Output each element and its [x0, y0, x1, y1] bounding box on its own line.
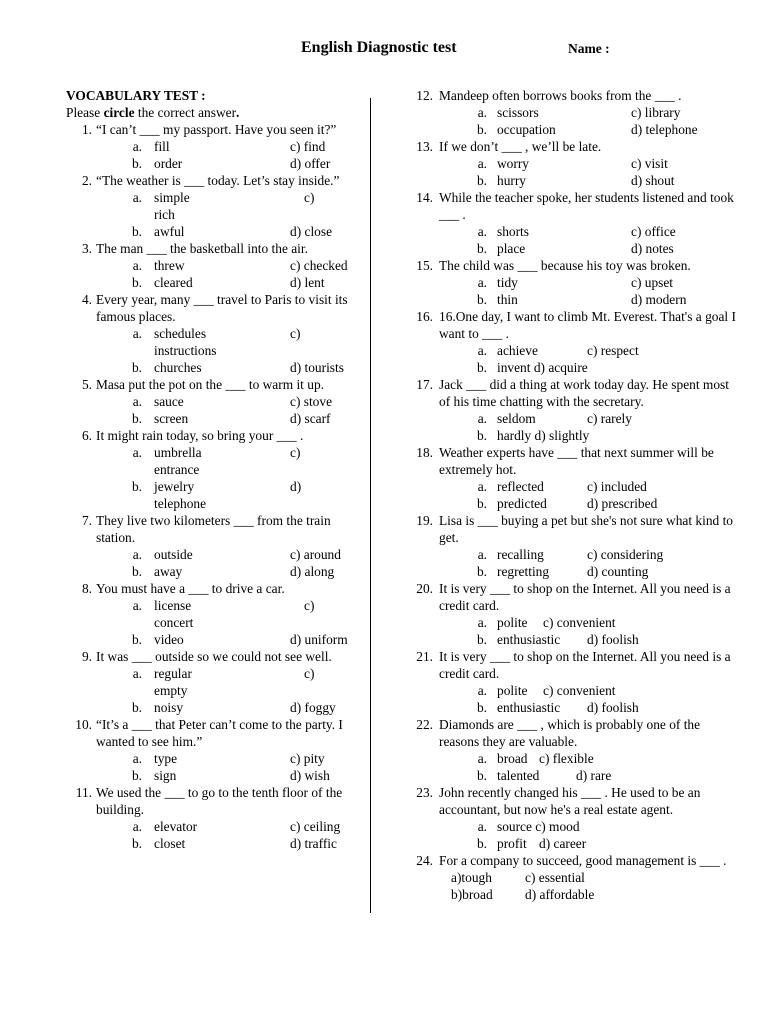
option-b[interactable]: order [154, 156, 183, 171]
question-text: Masa put the pot on the ___ to warm it up. [96, 377, 324, 392]
instruction-dot: . [236, 105, 240, 120]
option-d[interactable]: d) uniform [290, 632, 348, 647]
option-b[interactable]: b)broad [451, 887, 493, 902]
question-text: The child was ___ because his toy was broken. [439, 258, 691, 273]
option-row: a. license c) [132, 598, 315, 613]
option-c-text[interactable]: entrance [154, 462, 200, 477]
option-row: b. enthusiastic d) foolish [476, 700, 639, 715]
option-c[interactable]: c) [290, 445, 301, 460]
option-b-d[interactable]: hardly d) slightly [497, 428, 590, 443]
option-c[interactable]: c) [304, 666, 315, 681]
question-text: We used the ___ to go to the tenth floor of the building. [96, 785, 343, 817]
option-row: a. source c) mood [413, 818, 743, 835]
question-number: 7. [81, 513, 92, 528]
option-row: b. screen d) scarf [131, 411, 331, 426]
option-a[interactable]: outside [154, 547, 193, 562]
question-number: 5. [81, 377, 92, 392]
option-c[interactable]: c) ceiling [290, 819, 341, 834]
option-d[interactable]: d) prescribed [587, 496, 658, 511]
option-row [66, 495, 364, 512]
option-row: b. predicted d) prescribed [476, 496, 658, 511]
option-b[interactable]: enthusiastic [497, 700, 561, 715]
question-number: 3. [81, 241, 92, 256]
option-row: a. achieve c) respect [477, 343, 639, 358]
option-d[interactable]: d) wish [290, 768, 330, 783]
option-a[interactable]: elevator [154, 819, 198, 834]
option-b[interactable]: jewelry [154, 479, 195, 494]
left-column [66, 87, 364, 852]
option-d[interactable]: d) shout [631, 173, 675, 188]
question-text: It might rain today, so bring your ___ . [96, 428, 304, 443]
option-b[interactable]: screen [154, 411, 189, 426]
option-b[interactable]: video [154, 632, 184, 647]
option-row: b. noisy d) foggy [131, 700, 336, 715]
question-21 [413, 648, 743, 716]
question-number: 11. [75, 785, 92, 800]
option-row: b. occupation d) telephone [476, 122, 698, 137]
question-7 [66, 512, 364, 580]
option-d[interactable]: d) offer [290, 156, 331, 171]
question-text: It was ___ outside so we could not see well. [96, 649, 332, 664]
option-row: a. scissors c) library [477, 105, 681, 120]
question-number: 16. [416, 309, 433, 324]
option-row: a. outside c) around [132, 547, 341, 562]
question-23 [413, 784, 743, 852]
option-d[interactable]: d) foolish [587, 700, 639, 715]
question-9 [66, 648, 364, 716]
option-d[interactable]: d) close [290, 224, 333, 239]
question-22 [413, 716, 743, 784]
option-c[interactable]: c) respect [587, 343, 639, 358]
question-number: 15. [416, 258, 433, 273]
option-row: b. enthusiastic d) foolish [476, 632, 639, 647]
option-a[interactable]: regular [154, 666, 192, 681]
option-row: a. type c) pity [132, 751, 325, 766]
option-c[interactable]: c) included [587, 479, 647, 494]
option-b[interactable]: talented [497, 768, 540, 783]
option-d[interactable]: d) modern [631, 292, 687, 307]
option-b[interactable]: place [497, 241, 526, 256]
option-row: b. thin d) modern [476, 292, 687, 307]
option-row [66, 461, 364, 478]
option-a[interactable]: schedules [154, 326, 207, 341]
question-18 [413, 444, 743, 512]
option-row: b. profit d) career [476, 836, 587, 851]
question-number: 19. [416, 513, 433, 528]
question-text: 16.One day, I want to climb Mt. Everest. That's a goal I want to ___ . [439, 309, 736, 341]
option-row: a. recalling c) considering [477, 547, 664, 562]
option-d[interactable]: d) affordable [525, 887, 595, 902]
question-number: 4. [81, 292, 92, 307]
option-c[interactable]: c) checked [290, 258, 348, 273]
question-13 [413, 138, 743, 189]
question-number: 10. [75, 717, 92, 732]
option-row: a. elevator c) ceiling [132, 819, 341, 834]
question-2 [66, 172, 364, 240]
option-b[interactable]: noisy [154, 700, 184, 715]
option-c[interactable]: c) office [631, 224, 676, 239]
question-1 [66, 121, 364, 172]
option-row: b. hardly d) slightly [413, 427, 743, 444]
option-c[interactable]: c) upset [631, 275, 674, 290]
option-d[interactable]: d) tourists [290, 360, 344, 375]
option-row: a. threw c) checked [132, 258, 348, 273]
option-d[interactable]: d) along [290, 564, 335, 579]
option-row [66, 682, 364, 699]
instruction-text [66, 104, 364, 121]
option-d[interactable]: d) counting [587, 564, 649, 579]
option-row [66, 614, 364, 631]
option-d[interactable]: d) career [539, 836, 587, 851]
question-20 [413, 580, 743, 648]
option-row: b. churches d) tourists [131, 360, 344, 375]
question-text: “I can’t ___ my passport. Have you seen it?” [96, 122, 337, 137]
option-row: b. awful d) close [131, 224, 333, 239]
question-text: “The weather is ___ today. Let’s stay inside.” [96, 173, 340, 188]
option-c[interactable]: c) convenient [543, 683, 616, 698]
option-b[interactable]: churches [154, 360, 202, 375]
option-b[interactable]: occupation [497, 122, 556, 137]
question-24 [413, 852, 743, 903]
option-row [413, 869, 743, 886]
question-number: 24. [416, 853, 433, 868]
option-a[interactable]: umbrella [154, 445, 202, 460]
question-5 [66, 376, 364, 427]
question-4 [66, 291, 364, 376]
option-c-text[interactable]: empty [154, 683, 188, 698]
question-text: Jack ___ did a thing at work today day. He spent most of his time chatting with the secretary. [439, 377, 729, 409]
right-column [413, 87, 743, 903]
option-c[interactable]: c) [290, 326, 301, 341]
question-8 [66, 580, 364, 648]
column-divider [370, 98, 371, 913]
option-c[interactable]: c) stove [290, 394, 333, 409]
option-b[interactable]: regretting [497, 564, 550, 579]
option-row: b. closet d) traffic [131, 836, 337, 851]
question-number: 13. [416, 139, 433, 154]
option-d[interactable]: d) rare [576, 768, 612, 783]
option-row: a. simple c) [132, 190, 315, 205]
question-text: It is very ___ to shop on the Internet. All you need is a credit card. [439, 649, 731, 681]
question-text: If we don’t ___ , we’ll be late. [439, 139, 602, 154]
option-d[interactable]: d) scarf [290, 411, 331, 426]
question-number: 21. [416, 649, 433, 664]
option-d-text[interactable]: telephone [154, 496, 207, 511]
question-number: 2. [81, 173, 92, 188]
option-d[interactable]: d) lent [290, 275, 325, 290]
option-d[interactable]: d) foggy [290, 700, 336, 715]
question-text: They live two kilometers ___ from the train station. [96, 513, 331, 545]
question-text: You must have a ___ to drive a car. [96, 581, 285, 596]
option-a[interactable]: license [154, 598, 192, 613]
option-row: a. reflected c) included [477, 479, 647, 494]
option-c[interactable]: c) essential [525, 870, 585, 885]
question-17 [413, 376, 743, 444]
option-c[interactable]: c) around [290, 547, 341, 562]
question-text: Weather experts have ___ that next summer will be extremely hot. [439, 445, 714, 477]
option-a[interactable]: tidy [497, 275, 518, 290]
question-number: 23. [416, 785, 433, 800]
option-b[interactable]: profit [497, 836, 527, 851]
option-d[interactable]: d) foolish [587, 632, 639, 647]
option-a[interactable]: reflected [497, 479, 544, 494]
name-label: Name : [568, 41, 610, 56]
option-row: b. jewelry d) [131, 479, 302, 494]
option-a[interactable]: fill [154, 139, 170, 154]
option-c[interactable]: c) visit [631, 156, 668, 171]
question-text: Diamonds are ___ , which is probably one of the reasons they are valuable. [439, 717, 701, 749]
option-row: a. regular c) [132, 666, 315, 681]
option-d[interactable]: d) [290, 479, 302, 494]
question-text: Every year, many ___ travel to Paris to visit its famous places. [96, 292, 348, 324]
option-row: a. shorts c) office [477, 224, 676, 239]
instruction-pre: Please [66, 105, 104, 120]
option-a[interactable]: seldom [497, 411, 536, 426]
option-row: b. sign d) wish [131, 768, 330, 783]
question-number: 18. [416, 445, 433, 460]
question-12 [413, 87, 743, 138]
option-a[interactable]: a)tough [451, 870, 492, 885]
option-a-c[interactable]: source c) mood [497, 819, 580, 834]
option-a[interactable]: broad [497, 751, 528, 766]
option-row: b. talented d) rare [476, 768, 612, 783]
option-a[interactable]: polite [497, 615, 528, 630]
question-number: 6. [81, 428, 92, 443]
question-text: “It’s a ___ that Peter can’t come to the party. I wanted to see him.” [96, 717, 343, 749]
option-row: b. video d) uniform [131, 632, 348, 647]
option-row: b. hurry d) shout [476, 173, 675, 188]
question-number: 14. [416, 190, 433, 205]
question-number: 9. [81, 649, 92, 664]
instruction-bold: circle [103, 105, 135, 120]
option-c[interactable]: c) [304, 598, 315, 613]
question-3 [66, 240, 364, 291]
option-c[interactable]: c) convenient [543, 615, 616, 630]
instruction-post: the correct answer [134, 105, 237, 120]
option-a[interactable]: worry [497, 156, 529, 171]
option-b[interactable]: enthusiastic [497, 632, 561, 647]
question-number: 22. [416, 717, 433, 732]
question-11 [66, 784, 364, 852]
option-d[interactable]: d) traffic [290, 836, 337, 851]
option-row: b. invent d) acquire [413, 359, 743, 376]
option-row: a. fill c) find [132, 139, 326, 154]
option-row [413, 886, 743, 903]
option-b[interactable]: sign [154, 768, 177, 783]
option-row: b. place d) notes [476, 241, 674, 256]
option-c[interactable]: c) considering [587, 547, 664, 562]
question-text: John recently changed his ___ . He used to be an accountant, but now he's a real estate agent. [439, 785, 701, 817]
option-row: a. polite c) convenient [477, 683, 616, 698]
option-c[interactable]: c) find [290, 139, 326, 154]
option-row [66, 206, 364, 223]
question-16 [413, 308, 743, 376]
option-row: a. seldom c) rarely [477, 411, 632, 426]
option-b[interactable]: cleared [154, 275, 193, 290]
option-c[interactable]: c) rarely [587, 411, 632, 426]
option-b[interactable]: predicted [497, 496, 547, 511]
question-number: 20. [416, 581, 433, 596]
option-row: a. worry c) visit [477, 156, 668, 171]
question-15 [413, 257, 743, 308]
option-a[interactable]: recalling [497, 547, 544, 562]
question-text: For a company to succeed, good management is ___ . [439, 853, 727, 868]
option-c[interactable]: c) flexible [539, 751, 594, 766]
question-number: 12. [416, 88, 433, 103]
question-number: 8. [81, 581, 92, 596]
option-c-text[interactable]: concert [154, 615, 194, 630]
question-text: While the teacher spoke, her students listened and took ___ . [439, 190, 734, 222]
option-b-d[interactable]: invent d) acquire [497, 360, 588, 375]
option-row: a. schedules c) [132, 326, 301, 341]
option-row: b. order d) offer [131, 156, 331, 171]
question-text: Lisa is ___ buying a pet but she's not sure what kind to get. [439, 513, 733, 545]
option-row: b. regretting d) counting [476, 564, 649, 579]
question-6 [66, 427, 364, 512]
option-a[interactable]: scissors [497, 105, 539, 120]
question-10 [66, 716, 364, 784]
option-row: b. cleared d) lent [131, 275, 325, 290]
option-b[interactable]: closet [154, 836, 186, 851]
option-a[interactable]: polite [497, 683, 528, 698]
option-row: a. tidy c) upset [477, 275, 674, 290]
option-c[interactable]: c) [304, 190, 315, 205]
option-a[interactable]: sauce [154, 394, 184, 409]
option-row: a. broad c) flexible [477, 751, 594, 766]
question-text: The man ___ the basketball into the air. [96, 241, 308, 256]
question-19 [413, 512, 743, 580]
section-heading: VOCABULARY TEST : [66, 88, 206, 103]
option-a[interactable]: shorts [497, 224, 529, 239]
option-b[interactable]: away [154, 564, 183, 579]
option-c[interactable]: c) pity [290, 751, 325, 766]
option-b[interactable]: thin [497, 292, 518, 307]
option-row: a. polite c) convenient [477, 615, 616, 630]
option-c-text[interactable]: instructions [154, 343, 217, 358]
option-a[interactable]: simple [154, 190, 190, 205]
option-a[interactable]: type [154, 751, 178, 766]
option-row: a. umbrella c) [132, 445, 301, 460]
option-a[interactable]: threw [154, 258, 185, 273]
option-row: a. sauce c) stove [132, 394, 333, 409]
option-row [66, 342, 364, 359]
option-b[interactable]: hurry [497, 173, 527, 188]
option-c-text[interactable]: rich [154, 207, 175, 222]
option-b[interactable]: awful [154, 224, 185, 239]
question-14 [413, 189, 743, 257]
option-a[interactable]: achieve [497, 343, 538, 358]
option-d[interactable]: d) notes [631, 241, 674, 256]
question-text: Mandeep often borrows books from the ___ . [439, 88, 682, 103]
question-text: It is very ___ to shop on the Internet. All you need is a credit card. [439, 581, 731, 613]
option-d[interactable]: d) telephone [631, 122, 698, 137]
question-number: 17. [416, 377, 433, 392]
page-title: English Diagnostic test [301, 39, 457, 56]
option-row: b. away d) along [131, 564, 335, 579]
option-c[interactable]: c) library [631, 105, 681, 120]
question-number: 1. [81, 122, 92, 137]
